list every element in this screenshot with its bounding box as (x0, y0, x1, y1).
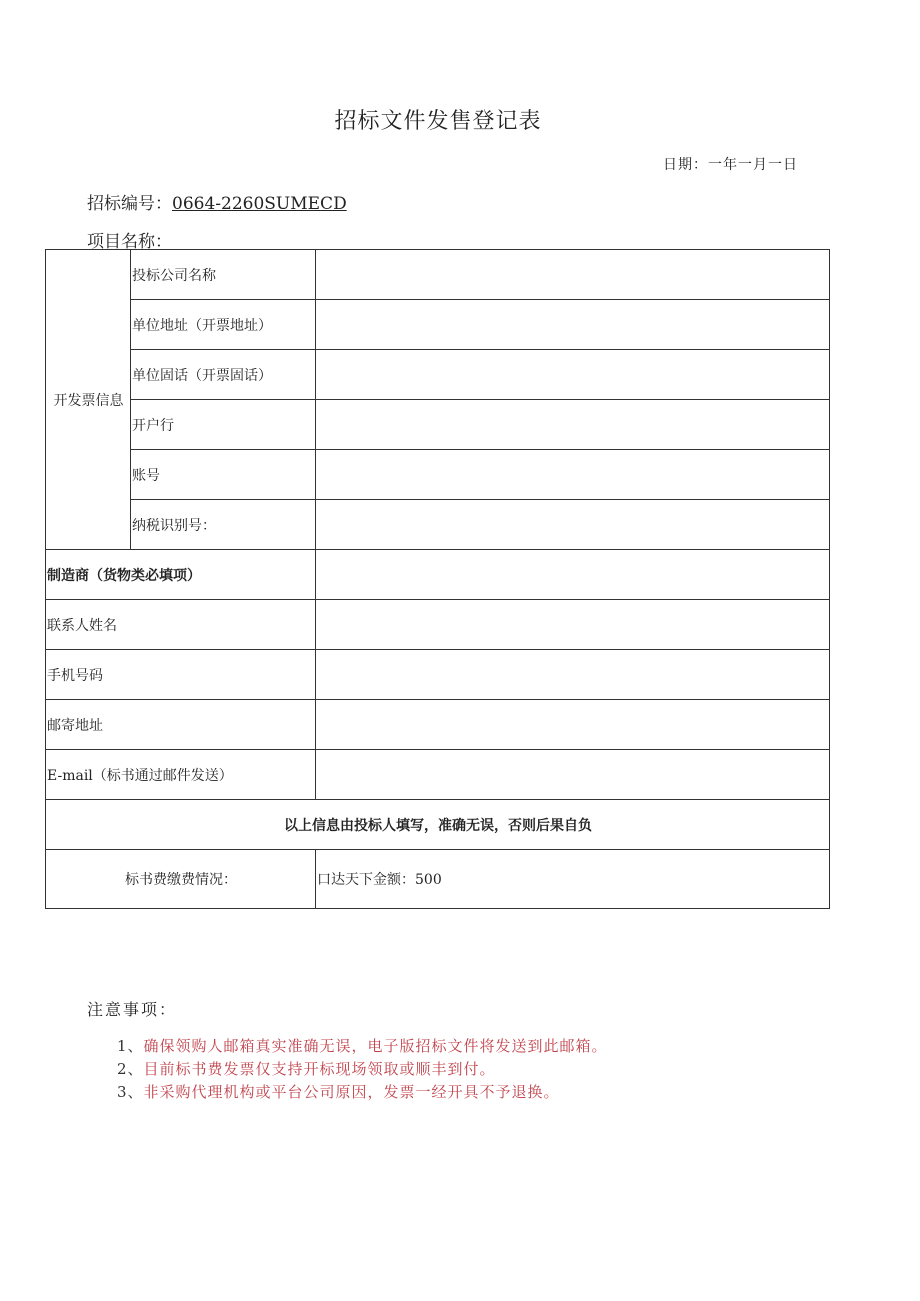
row-label-email: E-mail（标书通过邮件发送） (46, 750, 316, 800)
table-row (46, 500, 830, 550)
row-label-company: 投标公司名称 (131, 250, 316, 300)
table-row (46, 350, 830, 400)
input-mail-address[interactable] (316, 700, 830, 750)
input-phone[interactable] (316, 350, 830, 400)
table-row (46, 450, 830, 500)
table-row (46, 650, 830, 700)
table-row (46, 600, 830, 650)
table-row (46, 750, 830, 800)
table-row (46, 850, 830, 909)
table-row (46, 800, 830, 850)
note-number: 2、 (117, 1060, 144, 1078)
row-label-phone: 单位固话（开票固话） (131, 350, 316, 400)
page-title: 招标文件发售登记表 (334, 109, 542, 134)
note-number: 3、 (117, 1083, 144, 1101)
input-address[interactable] (316, 300, 830, 350)
note-number: 1、 (117, 1037, 144, 1055)
table-row (46, 400, 830, 450)
input-mobile[interactable] (316, 650, 830, 700)
input-email[interactable] (316, 750, 830, 800)
registration-table (45, 249, 830, 909)
note-text: 非采购代理机构或平台公司原因，发票一经开具不予退换。 (143, 1083, 560, 1101)
row-label-contact: 联系人姓名 (46, 600, 316, 650)
notes-list (117, 1035, 608, 1104)
notice-text: 以上信息由投标人填写，准确无误，否则后果自负 (46, 800, 830, 850)
notes-title: 注意事项： (87, 1000, 178, 1019)
table-row (46, 550, 830, 600)
table-row (46, 250, 830, 300)
bid-number-label: 招标编号： (87, 194, 172, 214)
input-manufacturer[interactable] (316, 550, 830, 600)
list-item (117, 1058, 608, 1081)
input-contact[interactable] (316, 600, 830, 650)
list-item (117, 1081, 608, 1104)
row-label-bank: 开户行 (131, 400, 316, 450)
list-item (117, 1035, 608, 1058)
input-bank[interactable] (316, 400, 830, 450)
table-row (46, 700, 830, 750)
input-company[interactable] (316, 250, 830, 300)
row-label-manufacturer: 制造商（货物类必填项） (46, 550, 316, 600)
fee-label: 标书费缴费情况： (46, 850, 316, 909)
note-text: 确保领购人邮箱真实准确无误，电子版招标文件将发送到此邮箱。 (143, 1037, 608, 1055)
input-account[interactable] (316, 450, 830, 500)
date-field: 日期：一年一月一日 (663, 157, 798, 173)
note-text: 目前标书费发票仅支持开标现场领取或顺丰到付。 (143, 1060, 496, 1078)
table-row (46, 300, 830, 350)
row-label-mobile: 手机号码 (46, 650, 316, 700)
project-name-label: 项目名称： (87, 232, 172, 252)
row-label-mail-address: 邮寄地址 (46, 700, 316, 750)
row-label-tax-id: 纳税识别号： (131, 500, 316, 550)
row-label-account: 账号 (131, 450, 316, 500)
row-label-address: 单位地址（开票地址） (131, 300, 316, 350)
bid-number (87, 189, 347, 214)
input-tax-id[interactable] (316, 500, 830, 550)
fee-value[interactable]: 口达天下金额：500 (316, 850, 830, 909)
invoice-group-label: 开发票信息 (46, 250, 131, 550)
bid-number-value: 0664-2260SUMECD (172, 194, 347, 214)
